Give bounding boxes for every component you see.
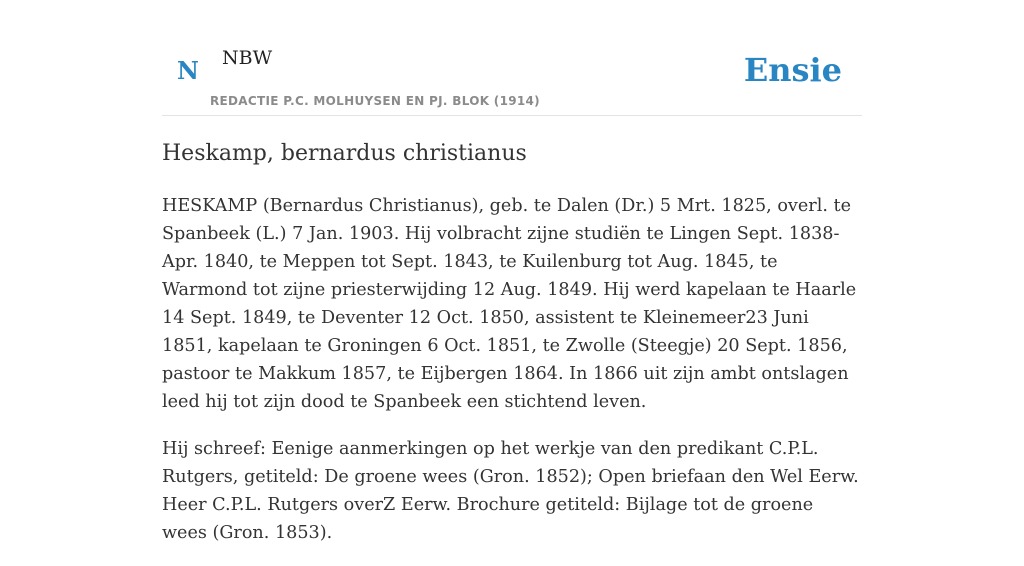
article-paragraph: Hij schreef: Eenige aanmerkingen op het werkje van den predikant C.P.L. Rutgers, getiteld: De groene wees (Gron. 1852); Open briefaan den Wel Eerw. Heer C.P.L. Rutgers overZ Eerw. Brochure getiteld: Bijlage tot de groene wees (Gron. 1853). [162,439,859,543]
article [162,139,862,566]
collection-name: NBW [222,47,273,69]
editors-subtitle: REDACTIE P.C. MOLHUYSEN EN PJ. BLOK (1914) [210,94,540,108]
nbw-logo-link[interactable]: N [177,56,199,85]
ensie-brand-link[interactable]: Ensie [743,51,842,89]
article-paragraph: HESKAMP (Bernardus Christianus), geb. te Dalen (Dr.) 5 Mrt. 1825, overl. te Spanbeek (L.) 7 Jan. 1903. Hij volbracht zijne studiën te Lingen Sept. 1838-Apr. 1840, te Meppen tot Sept. 1843, te Kuilenburg tot Aug. 1845, te Warmond tot zijne priesterwijding 12 Aug. 1849. Hij werd kapelaan te Haarle 14 Sept. 1849, te Deventer 12 Oct. 1850, assistent te Kleinemeer23 Juni 1851, kapelaan te Groningen 6 Oct. 1851, te Zwolle (Steegje) 20 Sept. 1856, pastoor te Makkum 1857, te Eijbergen 1864. In 1866 uit zijn ambt ontslagen leed hij tot zijn dood te Spanbeek een stichtend leven. [162,196,857,412]
article-title: Heskamp, bernardus christianus [162,141,527,166]
site-header [162,0,862,116]
